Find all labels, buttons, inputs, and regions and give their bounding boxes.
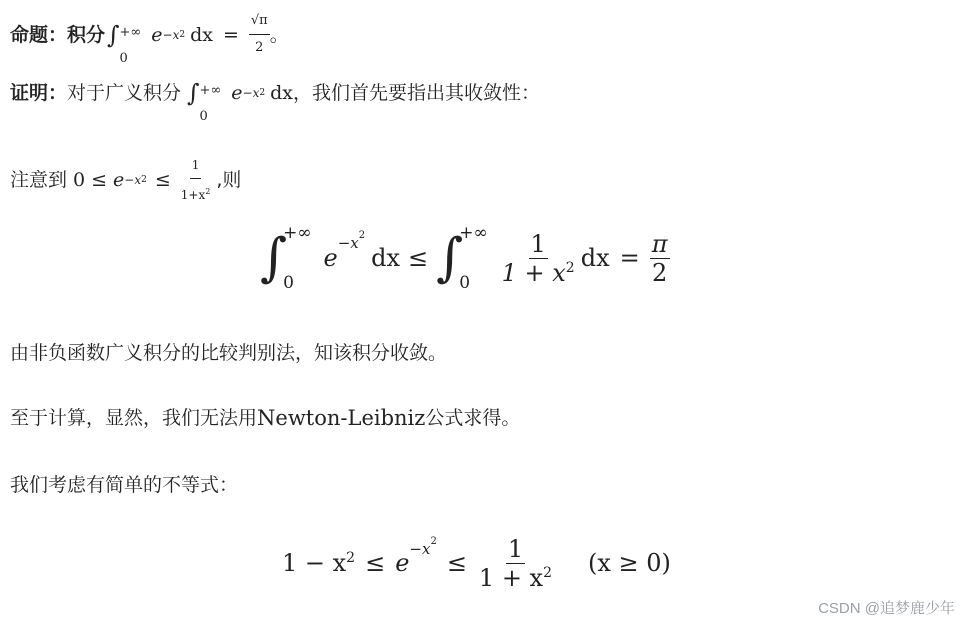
dx: dx <box>580 244 610 272</box>
integrand-exp2: 2 <box>259 88 266 98</box>
integrand-exp2: 2 <box>358 230 366 241</box>
result-numerator: √π <box>249 8 270 35</box>
note-after: ,则 <box>216 169 242 191</box>
fraction-numerator: 1 <box>530 229 546 258</box>
e-exp: −x <box>124 173 142 187</box>
e-base: e <box>113 169 125 191</box>
dx: dx <box>190 23 213 46</box>
result-denominator: 2 <box>651 258 668 287</box>
integral-limits <box>199 78 222 124</box>
dx: dx <box>371 244 401 272</box>
integrand-exp: −x <box>162 27 180 42</box>
integrand-base: e <box>323 244 338 272</box>
integrand-base: e <box>151 23 163 46</box>
fraction-denominator: $1+x^2$ <box>180 187 211 202</box>
computation-text-b: 公式求得。 <box>425 407 521 429</box>
integral-sign: ∫ <box>187 79 200 107</box>
fraction-denominator: $1 + x^2$ <box>478 563 553 592</box>
integral-upper: +∞ <box>283 223 312 243</box>
integral-upper: +∞ <box>459 223 488 243</box>
fraction-denominator: $1 + x^2$ <box>501 258 575 287</box>
fraction-numerator: 1 <box>507 534 524 563</box>
integral-limits <box>283 223 311 293</box>
period: 。 <box>269 23 289 46</box>
result-numerator: π <box>651 229 668 258</box>
le-sign: ≤ <box>408 244 429 272</box>
proof-text-1: 对于广义积分 <box>67 82 182 104</box>
computation-text-a: 至于计算，显然，我们无法用 <box>10 407 258 429</box>
integral-lower: 0 <box>199 109 208 124</box>
fraction-numerator: 1 <box>190 152 202 179</box>
integral-limits <box>119 20 142 66</box>
integral-upper: +∞ <box>199 83 222 98</box>
integrand-exp: −x <box>337 234 359 252</box>
le-sign: ≤ <box>365 549 386 577</box>
e-exp2: 2 <box>141 175 147 185</box>
display-equation-1 <box>260 222 670 294</box>
result-denominator: 2 <box>255 40 264 55</box>
proposition-line <box>10 8 289 66</box>
integral-sign: ∫ <box>260 228 288 288</box>
condition: (x ≥ 0) <box>588 549 671 577</box>
integral-lower: 0 <box>283 273 294 293</box>
paragraph-computation <box>10 405 520 431</box>
integral-upper: +∞ <box>119 24 142 40</box>
document-body <box>10 0 971 628</box>
note-text: 注意到 <box>10 169 68 191</box>
proof-label: 证明： <box>10 82 68 104</box>
bound-fraction <box>477 535 554 592</box>
paragraph-inequality: 我们考虑有简单的不等式： <box>10 474 239 496</box>
equals: = <box>222 23 239 46</box>
integral-lower: 0 <box>119 50 128 66</box>
e-exp: −x <box>409 540 431 558</box>
integral-sign: ∫ <box>436 228 464 288</box>
integrand-fraction <box>500 230 577 287</box>
paragraph-comparison: 由非负函数广义积分的比较判别法，知该积分收敛。 <box>10 342 448 364</box>
integral-sign: ∫ <box>107 20 120 49</box>
e-base: e <box>395 549 410 577</box>
le-sign: ≤ <box>446 549 467 577</box>
integrand-exp2: 2 <box>179 29 186 40</box>
result-fraction <box>249 8 270 61</box>
integrand-base: e <box>231 82 243 104</box>
proof-line <box>10 78 540 124</box>
le-sign: ≤ <box>91 169 108 191</box>
equals: = <box>619 244 640 272</box>
note-line <box>10 152 241 208</box>
watermark: CSDN @追梦鹿少年 <box>818 600 955 617</box>
lhs: $1 - x^2$ <box>282 549 356 577</box>
le-sign: ≤ <box>154 169 171 191</box>
small-fraction <box>179 152 213 208</box>
proof-text-2: ，我们首先要指出其收敛性： <box>292 82 540 104</box>
display-equation-2 <box>282 530 671 596</box>
newton-leibniz: Newton-Leibniz <box>257 406 426 430</box>
e-exp2: 2 <box>430 536 437 547</box>
integral-lower: 0 <box>459 273 471 293</box>
integral-limits <box>459 223 487 293</box>
zero: 0 <box>73 169 86 191</box>
dx: dx <box>270 82 293 104</box>
integrand-exp: −x <box>242 86 260 100</box>
result-fraction <box>650 230 670 287</box>
proposition-label: 命题：积分 <box>10 23 106 46</box>
